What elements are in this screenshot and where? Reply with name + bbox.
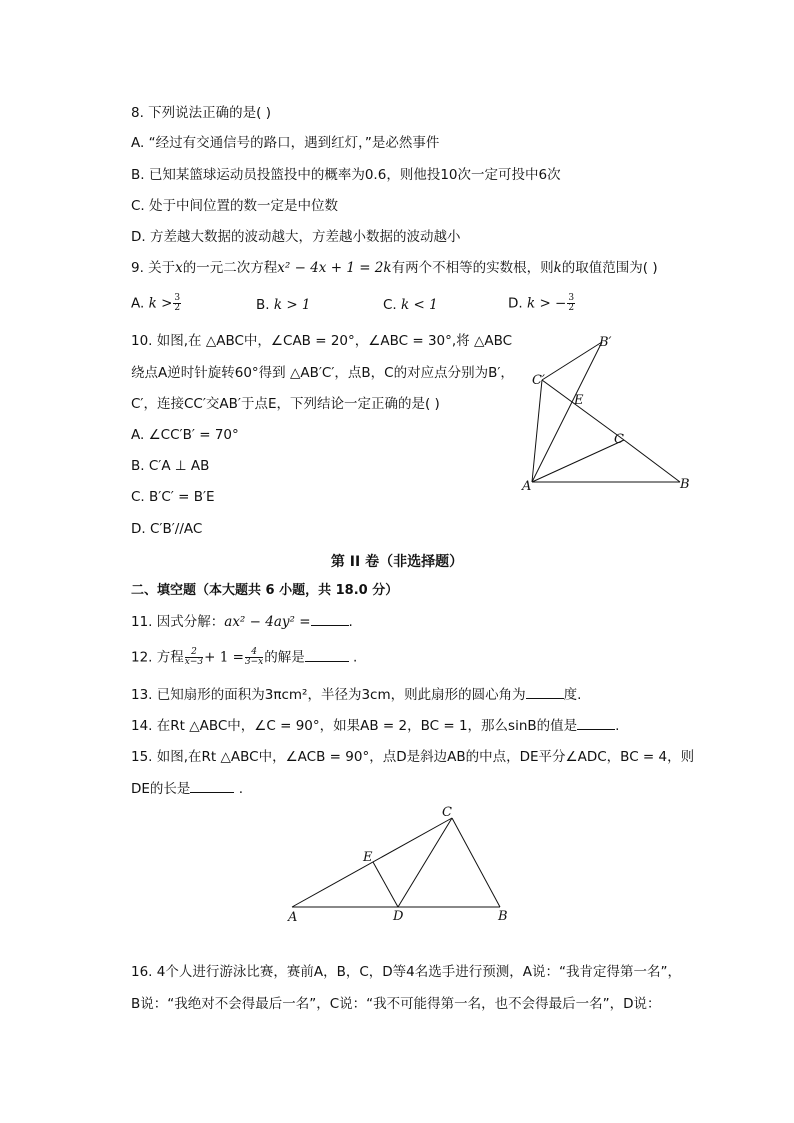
q14-blank[interactable]: [577, 717, 615, 730]
label-c: C: [614, 432, 624, 447]
q13-blank[interactable]: [526, 686, 564, 699]
label-c: C: [442, 805, 452, 820]
q11-blank[interactable]: [311, 613, 349, 626]
q13-text-post: 度.: [563, 687, 582, 703]
q12-f1-denominator: x−3: [184, 657, 204, 667]
q10-option-b: B. C′A ⊥ AB: [131, 458, 210, 474]
label-b: B: [498, 909, 508, 924]
q9-option-b-value: k > 1: [273, 297, 311, 313]
q12-period: .: [353, 649, 358, 666]
q12-text-post: 的解是: [264, 649, 305, 666]
q15-blank[interactable]: [190, 780, 234, 793]
q9-option-a-fraction: [173, 294, 181, 313]
q15-period: .: [238, 781, 244, 797]
label-b: B: [680, 477, 690, 492]
segment-ac: [532, 440, 624, 482]
q12-f1-numerator: 2: [185, 648, 203, 658]
label-e: E: [574, 393, 584, 408]
q16-line-1: 16. 4个人进行游泳比赛，赛前A，B，C，D等4名选手进行预测，A说：“我肯定得第一名”，: [131, 964, 681, 980]
q8-option-c: C. 处于中间位置的数一定是中位数: [131, 198, 339, 214]
q12-plus: + 1 =: [204, 649, 244, 666]
q9-stem-mid2: 有两个不相等的实数根，则: [391, 260, 554, 276]
q10-option-a: A. ∠CC′B′ = 70°: [131, 427, 239, 443]
q10-option-c: C. B′C′ = B′E: [131, 489, 215, 505]
q9-stem-pre: 9. 关于: [131, 260, 176, 276]
label-e: E: [363, 850, 373, 865]
q12-blank[interactable]: [305, 649, 349, 662]
q15-text: DE的长是: [131, 781, 191, 797]
q9-d-numerator: 3: [568, 293, 575, 303]
q15-line-1: 15. 如图,在Rt △ABC中，∠ACB = 90°，点D是斜边AB的中点，DE平分∠ADC，BC = 4，则: [131, 749, 695, 765]
q11-text: 11. 因式分解：: [131, 614, 225, 630]
q9-option-b: [256, 296, 311, 314]
q11-period: .: [348, 614, 353, 630]
label-b-prime: B′: [599, 335, 612, 350]
label-a: A: [522, 479, 532, 494]
q11: [131, 613, 353, 631]
q13-text: 13. 已知扇形的面积为3πcm²，半径为3cm，则此扇形的圆心角为: [131, 687, 526, 703]
q9-stem: [131, 259, 658, 277]
q9-stem-post: 的取值范围为( ): [561, 260, 658, 276]
q9-equation: x² − 4x + 1 = 2k: [277, 260, 392, 276]
segment-dc: [398, 818, 452, 907]
part-2-title: 第 II 卷（非选择题）: [330, 554, 464, 570]
q14-period: .: [615, 718, 620, 734]
q9-stem-mid: 的一元二次方程: [182, 260, 278, 276]
q14-text: 14. 在Rt △ABC中，∠C = 90°，如果AB = 2，BC = 1，那么sinB的值是: [131, 718, 578, 734]
q8-option-d: D. 方差越大数据的波动越大，方差越小数据的波动越小: [131, 229, 461, 245]
q12-fraction-2: [245, 648, 263, 667]
label-c-prime: C′: [532, 373, 545, 388]
q9-option-d: [508, 294, 576, 313]
q9-option-c-value: k < 1: [401, 297, 438, 313]
q9-a-numerator: 3: [174, 293, 181, 303]
q11-expression: ax² − 4ay² =: [224, 614, 311, 630]
q9-a-denominator: 2: [174, 303, 181, 313]
q9-d-denominator: 2: [568, 303, 575, 313]
q9-option-c: [383, 296, 438, 314]
q9-option-d-value: k > −: [526, 295, 567, 312]
q9-option-a: [131, 294, 182, 313]
q9-option-b-label: B.: [256, 297, 270, 313]
q8-option-a: A. “经过有交通信号的路口，遇到红灯，”是必然事件: [131, 135, 440, 151]
q15-figure: [280, 800, 520, 925]
q12-fraction-1: [185, 648, 203, 667]
label-a: A: [288, 910, 298, 925]
q9-option-a-label: A.: [131, 295, 145, 312]
q12-text: 12. 方程: [131, 649, 184, 666]
q12-f2-denominator: 3−x: [244, 657, 264, 667]
q10-option-d: D. C′B′//AC: [131, 521, 203, 537]
section-fill-in-heading: 二、填空题（本大题共 6 小题，共 18.0 分）: [131, 583, 399, 598]
q16-line-2: B说：“我绝对不会得最后一名”，C说：“我不可能得第一名，也不会得最后一名”，D说：: [131, 996, 661, 1012]
q10-line-3: C′，连接CC′交AB′于点E，下列结论一定正确的是( ): [131, 396, 440, 412]
q13: [131, 686, 581, 704]
q9-var-k: k: [553, 260, 562, 276]
segment-cc-prime: [542, 380, 624, 440]
q10-figure: [510, 330, 710, 500]
segment-ac-prime: [532, 380, 542, 482]
segment-cb: [624, 440, 680, 482]
segment-de: [373, 862, 398, 907]
q14: [131, 717, 619, 735]
label-d: D: [393, 909, 404, 924]
q9-option-d-fraction: [567, 294, 575, 313]
segment-cb: [452, 818, 500, 907]
q12: [131, 648, 357, 667]
q8-option-b: B. 已知某篮球运动员投篮投中的概率为0.6，则他投10次一定可投中6次: [131, 167, 561, 183]
q9-var-x: x: [175, 260, 183, 276]
q9-option-a-value: k >: [148, 295, 173, 312]
q12-f2-numerator: 4: [245, 648, 263, 658]
q8-stem: 8. 下列说法正确的是( ): [131, 105, 271, 121]
q15-line-2: [131, 780, 243, 798]
q9-option-c-label: C.: [383, 297, 397, 313]
q10-line-2: 绕点A逆时针旋转60°得到 △AB′C′，点B，C的对应点分别为B′，: [131, 365, 514, 381]
q9-option-d-label: D.: [508, 295, 523, 312]
q10-line-1: 10. 如图,在 △ABC中，∠CAB = 20°，∠ABC = 30°,将 △ABC: [131, 333, 513, 349]
segment-ab-prime: [532, 342, 602, 482]
